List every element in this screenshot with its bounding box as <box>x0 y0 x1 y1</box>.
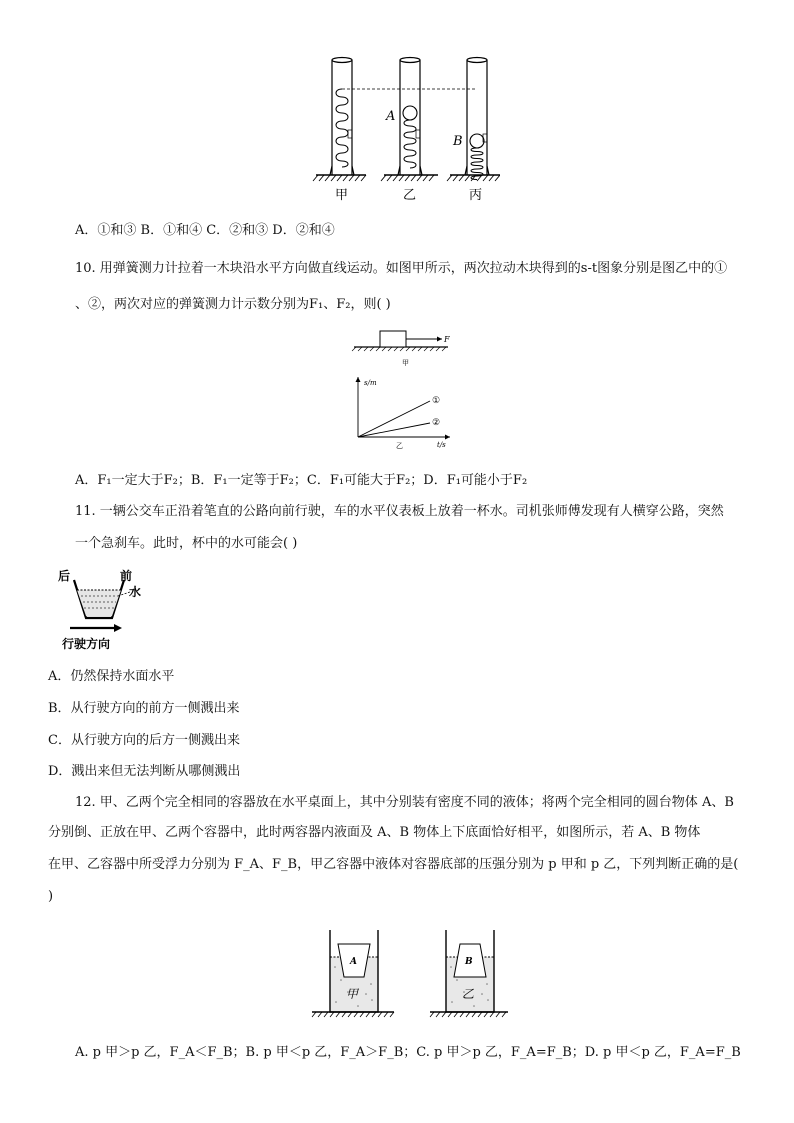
q9-label-a: A <box>386 109 396 124</box>
q9-label-bing: 丙 <box>469 188 483 203</box>
q12-stem-line1: 12. 甲、乙两个完全相同的容器放在水平桌面上，其中分别装有密度不同的液体；将两个完全相同的圆台物体 A、B <box>75 795 734 810</box>
q9-figure-svg <box>310 52 500 207</box>
q9-ground-yi <box>381 175 438 181</box>
q10-stem-line1: 10. 用弹簧测力计拉着一木块沿水平方向做直线运动。如图甲所示，两次拉动木块得到的s-t图象分别是图乙中的① <box>75 261 728 276</box>
q12-label-jia: 甲 <box>346 987 359 1001</box>
q12-label-b: B <box>465 957 473 967</box>
q9-spring-jia <box>336 89 348 167</box>
q9-mark-yi <box>416 130 420 138</box>
q12-label-a: A <box>350 957 357 967</box>
q9-mark-jia <box>348 130 352 138</box>
q11-option-a: A．仍然保持水面水平 <box>48 669 175 684</box>
q10-line-1 <box>358 401 430 437</box>
q9-label-b: B <box>453 134 463 149</box>
q9-tube-bing <box>467 60 487 175</box>
q10-stem-line2: 、②，两次对应的弹簧测力计示数分别为F₁、F₂，则( ) <box>75 297 391 312</box>
q11-stem-line2: 一个急刹车。此时，杯中的水可能会( ) <box>75 536 298 551</box>
q9-tube-jia <box>332 60 352 175</box>
q10-fig-yi: 乙 <box>396 442 403 450</box>
q10-axis-x-label: t/s <box>437 441 446 449</box>
q12-label-yi: 乙 <box>462 987 475 1001</box>
q9-ground-jia <box>313 175 366 181</box>
q10-options: A．F₁一定大于F₂；B．F₁一定等于F₂；C．F₁可能大于F₂；D．F₁可能小于F₂ <box>75 473 528 488</box>
q9-ball-a <box>403 106 417 120</box>
q9-ball-b <box>470 134 484 148</box>
q10-line2-label: ② <box>432 418 441 428</box>
q11-option-b: B．从行驶方向的前方一侧溅出来 <box>48 701 240 716</box>
q11-option-c: C．从行驶方向的后方一侧溅出来 <box>48 733 240 748</box>
q9-spring-yi <box>404 120 416 168</box>
q9-label-yi: 乙 <box>403 188 417 203</box>
q11-label-front: 前 <box>120 569 133 583</box>
q10-line-2 <box>358 423 430 437</box>
q10-figure <box>350 325 460 450</box>
q11-label-direction: 行驶方向 <box>62 637 111 651</box>
q12-stem-line4: ) <box>48 889 54 904</box>
q12-stem-line3: 在甲、乙容器中所受浮力分别为 F_A、F_B，甲乙容器中液体对容器底部的压强分别为 p 甲和 p 乙，下列判断正确的是( <box>48 857 739 872</box>
q10-axis-y-label: s/m <box>364 379 377 387</box>
q12-figure <box>308 922 508 1022</box>
q12-options: A. p 甲＞p 乙，F_A＜F_B；B. p 甲＜p 乙，F_A＞F_B；C. p 甲＞p 乙，F_A=F_B；D. p 甲＜p 乙，F_A=F_B <box>75 1045 741 1060</box>
q12-figure-svg <box>308 922 508 1022</box>
q9-options: A．①和③ B．①和④ C．②和③ D．②和④ <box>75 223 335 238</box>
q11-stem-line1: 11. 一辆公交车正沿着笔直的公路向前行驶，车的水平仪表板上放着一杯水。司机张师傅发现有人横穿公路，突然 <box>75 504 724 519</box>
q11-figure <box>56 566 166 654</box>
q12-stem-line2: 分别倒、正放在甲、乙两个容器中，此时两容器内液面及 A、B 物体上下底面恰好相平，如图所示，若 A、B 物体 <box>48 825 701 840</box>
q11-label-water: 水 <box>129 585 142 599</box>
q11-option-d: D．溅出来但无法判断从哪侧溅出 <box>48 764 241 779</box>
q9-figure <box>310 52 500 207</box>
q10-figure-svg <box>350 325 460 450</box>
q10-fig-jia: 甲 <box>402 359 409 367</box>
q10-line1-label: ① <box>432 396 441 406</box>
q10-block <box>380 331 406 347</box>
q10-force-label: F <box>444 335 450 344</box>
q11-label-back: 后 <box>58 569 71 583</box>
q9-label-jia: 甲 <box>335 188 349 203</box>
q11-figure-svg <box>56 566 166 654</box>
